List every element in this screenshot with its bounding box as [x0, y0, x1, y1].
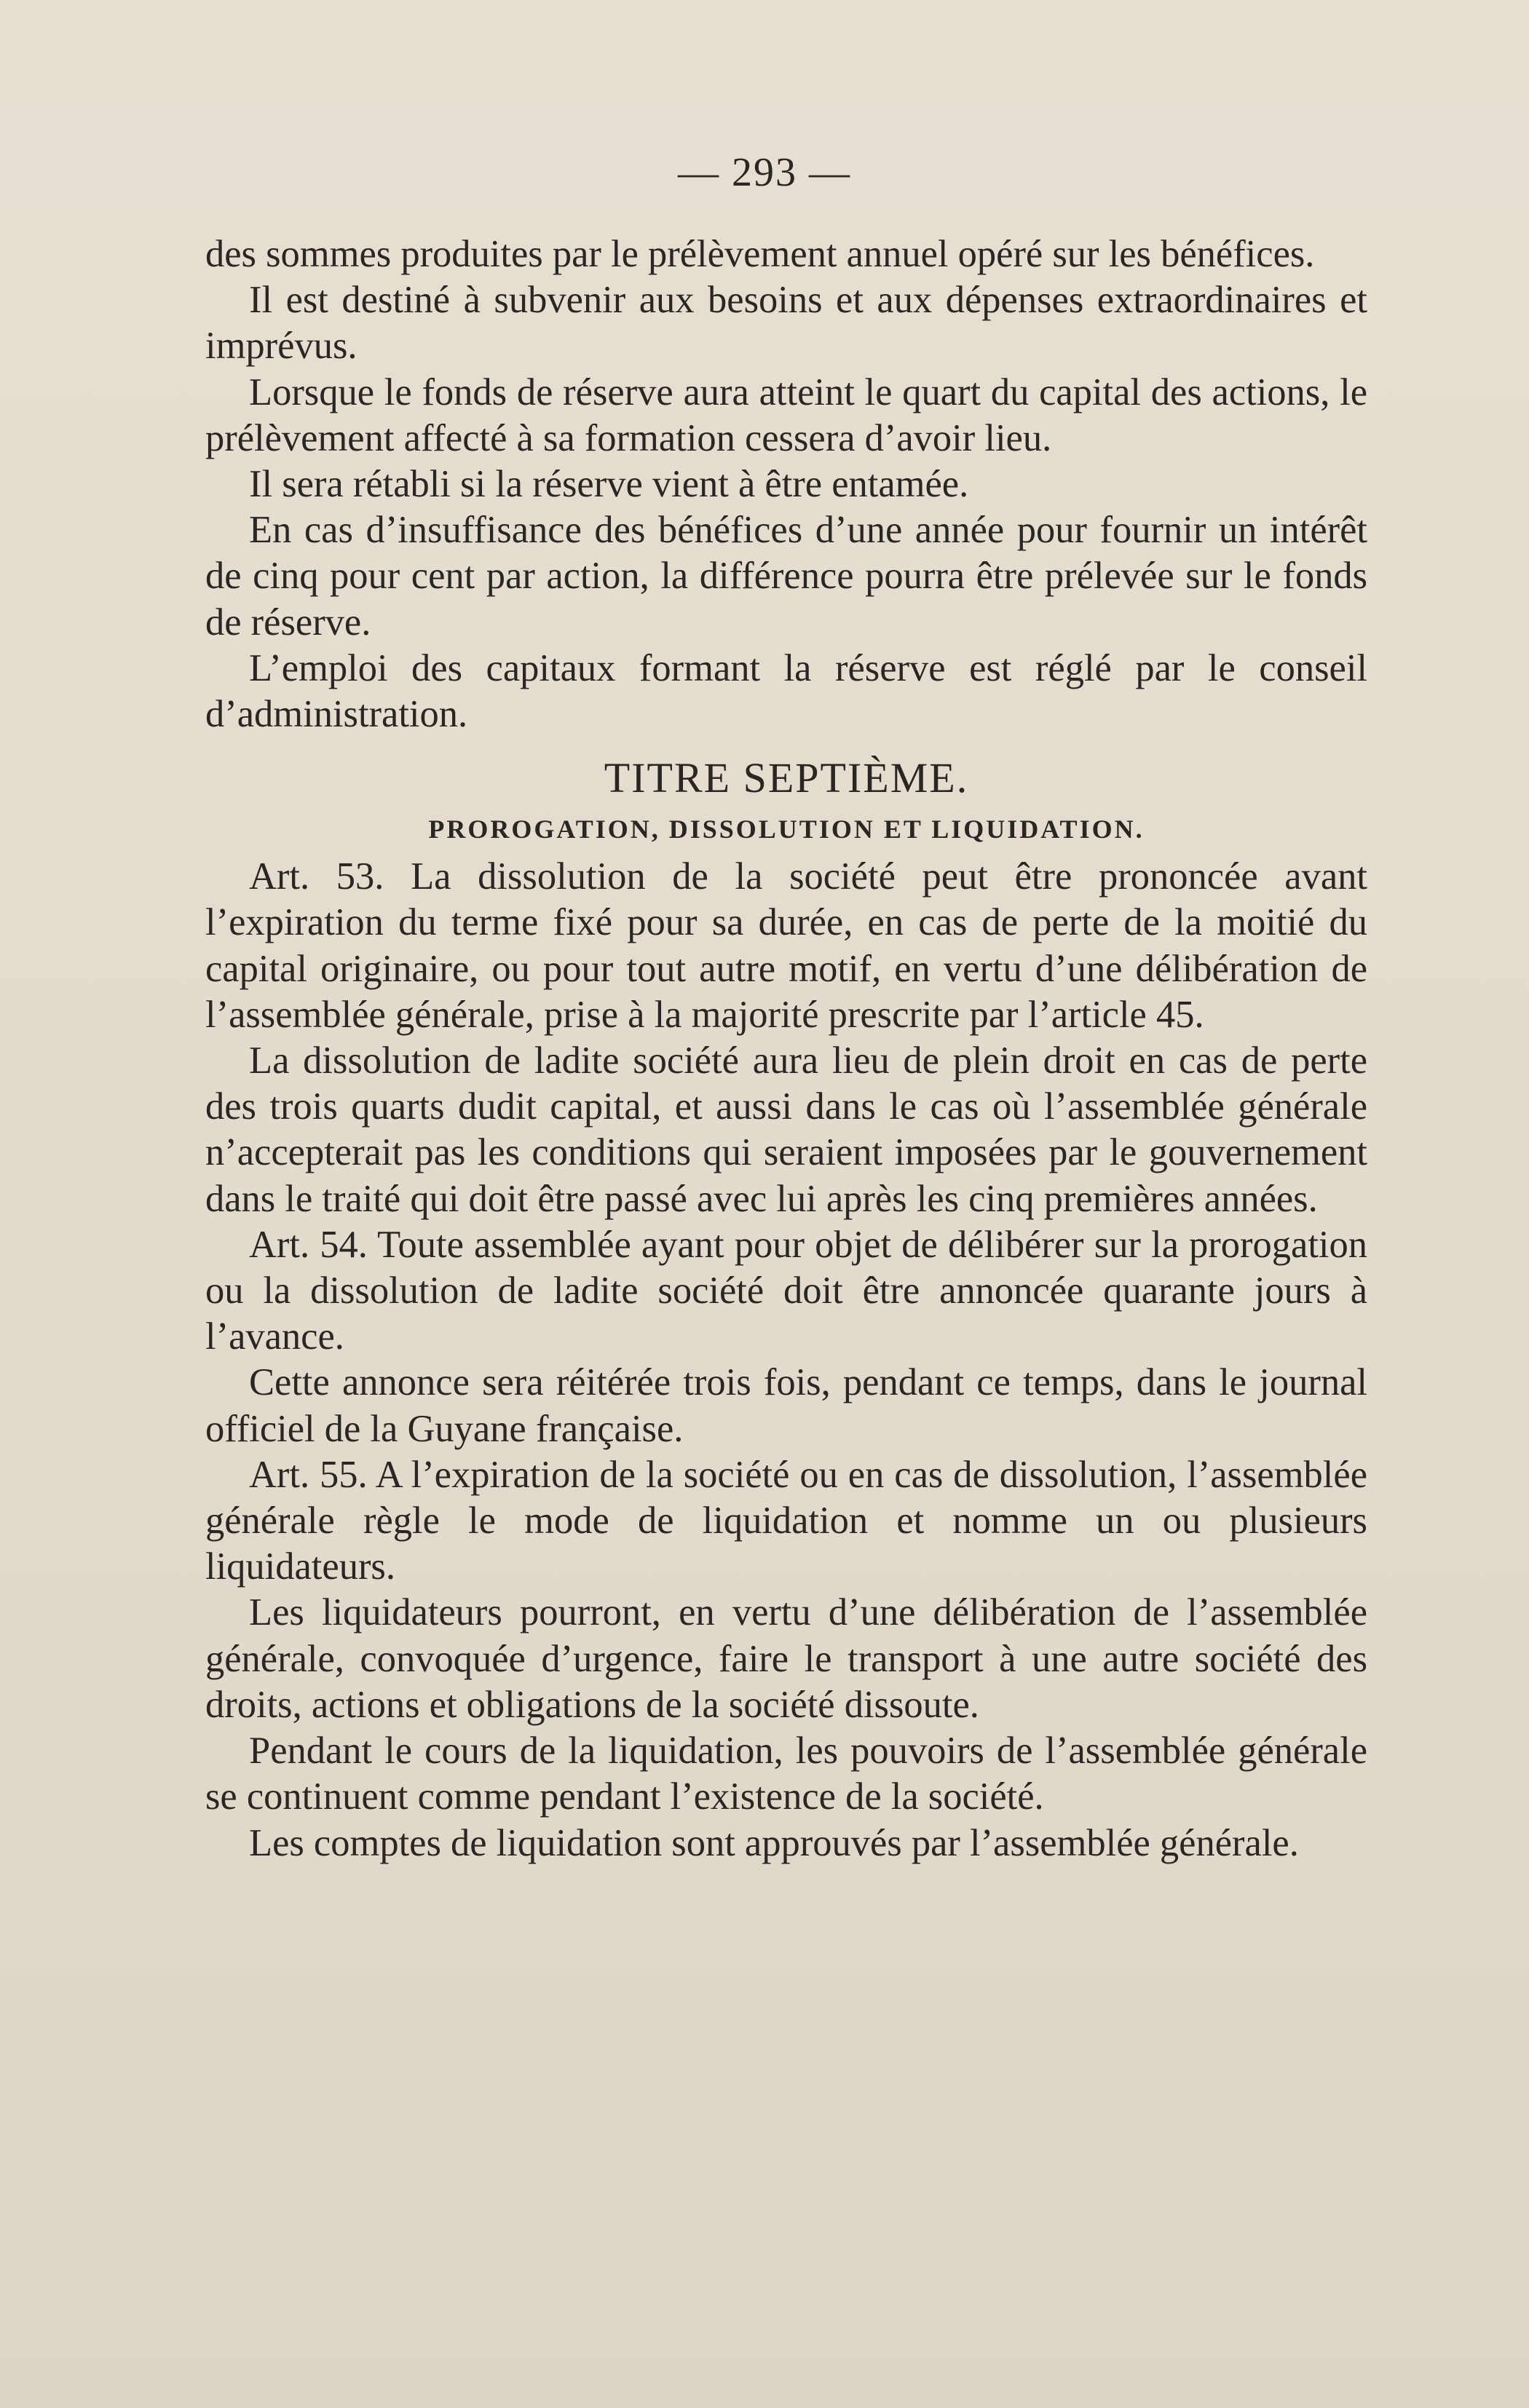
paragraph: Il sera rétabli si la réserve vient à être entamée. — [249, 463, 969, 506]
paragraph: Les liquidateurs pourront, en vertu d’une délibération de l’assemblée générale, convoquée d’urgence, faire le transport à une autre société des droits, actions et obligations de la société dissoute. — [205, 1591, 1367, 1726]
paragraph: des sommes produites par le prélèvement annuel opéré sur les bénéfices. — [205, 233, 1315, 275]
paragraph: Pendant le cours de la liquidation, les pouvoirs de l’assemblée générale se continuent comme pendant l’existence de la société. — [205, 1730, 1367, 1818]
paragraph: Art. 54. Toute assemblée ayant pour objet de délibérer sur la prorogation ou la dissolution de ladite société doit être annoncée quarante jours à l’avance. — [205, 1223, 1367, 1358]
paragraph: La dissolution de ladite société aura lieu de plein droit en cas de perte des trois quarts dudit capital, et aussi dans le cas où l’assemblée générale n’accepterait pas les conditions qui seraient imposées par le gouvernement dans le traité qui doit être passé avec lui après les cinq premières années. — [205, 1039, 1367, 1220]
page-number: — 293 — — [678, 150, 851, 195]
paragraph: Lorsque le fonds de réserve aura atteint le quart du capital des actions, le prélèvement affecté à sa formation cessera d’avoir lieu. — [205, 371, 1367, 459]
page-body — [205, 231, 1367, 1866]
paragraph: En cas d’insuffisance des bénéfices d’une année pour fournir un intérêt de cinq pour cent par action, la différence pourra être prélevée sur le fonds de réserve. — [205, 509, 1367, 643]
section-title: TITRE SEPTIÈME. — [604, 754, 969, 802]
paragraph: L’emploi des capitaux formant la réserve est réglé par le conseil d’administration. — [205, 646, 1367, 736]
paragraphs-after-title — [205, 854, 1367, 1866]
paragraph: Il est destiné à subvenir aux besoins et aux dépenses extraordinaires et imprévus. — [205, 279, 1367, 368]
paragraph: Les comptes de liquidation sont approuvés par l’assemblée générale. — [249, 1821, 1299, 1864]
paragraph: Cette annonce sera réitérée trois fois, pendant ce temps, dans le journal officiel de la Guyane française. — [205, 1361, 1367, 1450]
paragraph: Art. 55. A l’expiration de la société ou en cas de dissolution, l’assemblée générale règle le mode de liquidation et nomme un ou plusieurs liquidateurs. — [205, 1453, 1367, 1588]
paragraph: Art. 53. La dissolution de la société peut être prononcée avant l’expiration du terme fixé pour sa durée, en cas de perte de la moitié du capital originaire, ou pour tout autre motif, en vertu d’une délibération de l’assemblée générale, prise à la majorité prescrite par l’article 45. — [205, 855, 1367, 1036]
section-subtitle: PROROGATION, DISSOLUTION ET LIQUIDATION. — [428, 815, 1145, 844]
paragraphs-before-title — [205, 231, 1367, 737]
